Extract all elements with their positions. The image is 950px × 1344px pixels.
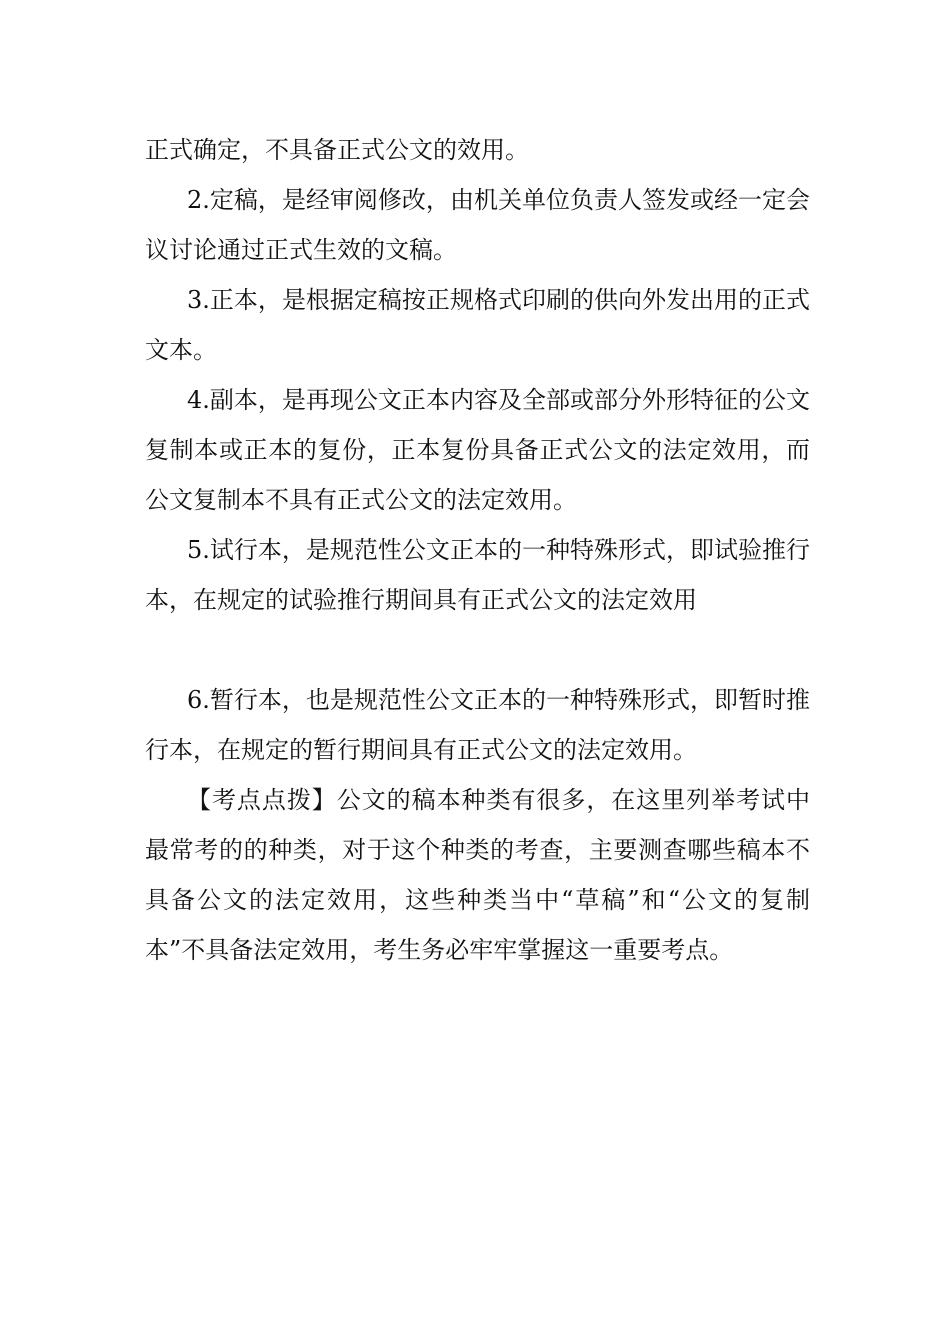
document-body xyxy=(145,125,810,975)
paragraph-item-4: 4.副本，是再现公文正本内容及全部或部分外形特征的公文复制本或正本的复份，正本复份具备正式公文的法定效用，而公文复制本不具有正式公文的法定效用。 xyxy=(145,386,810,514)
paragraph-exam-tip: 【考点点拨】公文的稿本种类有很多，在这里列举考试中最常考的的种类，对于这个种类的考查，主要测查哪些稿本不具备公文的法定效用，这些种类当中“草稿”和“公文的复制本”不具备法定效用，考生务必牢牢掌握这一重要考点。 xyxy=(145,786,810,964)
paragraph-continuation: 正式确定，不具备正式公文的效用。 xyxy=(145,136,529,164)
paragraph-item-5: 5.试行本，是规范性公文正本的一种特殊形式，即试验推行本，在规定的试验推行期间具有正式公文的法定效用 xyxy=(145,536,810,614)
paragraph-item-2: 2.定稿，是经审阅修改，由机关单位负责人签发或经一定会议讨论通过正式生效的文稿。 xyxy=(145,186,810,264)
blank-line xyxy=(145,625,810,675)
paragraph-item-6: 6.暂行本，也是规范性公文正本的一种特殊形式，即暂时推行本，在规定的暂行期间具有正式公文的法定效用。 xyxy=(145,686,810,764)
paragraph-item-3: 3.正本，是根据定稿按正规格式印刷的供向外发出用的正式文本。 xyxy=(145,286,810,364)
